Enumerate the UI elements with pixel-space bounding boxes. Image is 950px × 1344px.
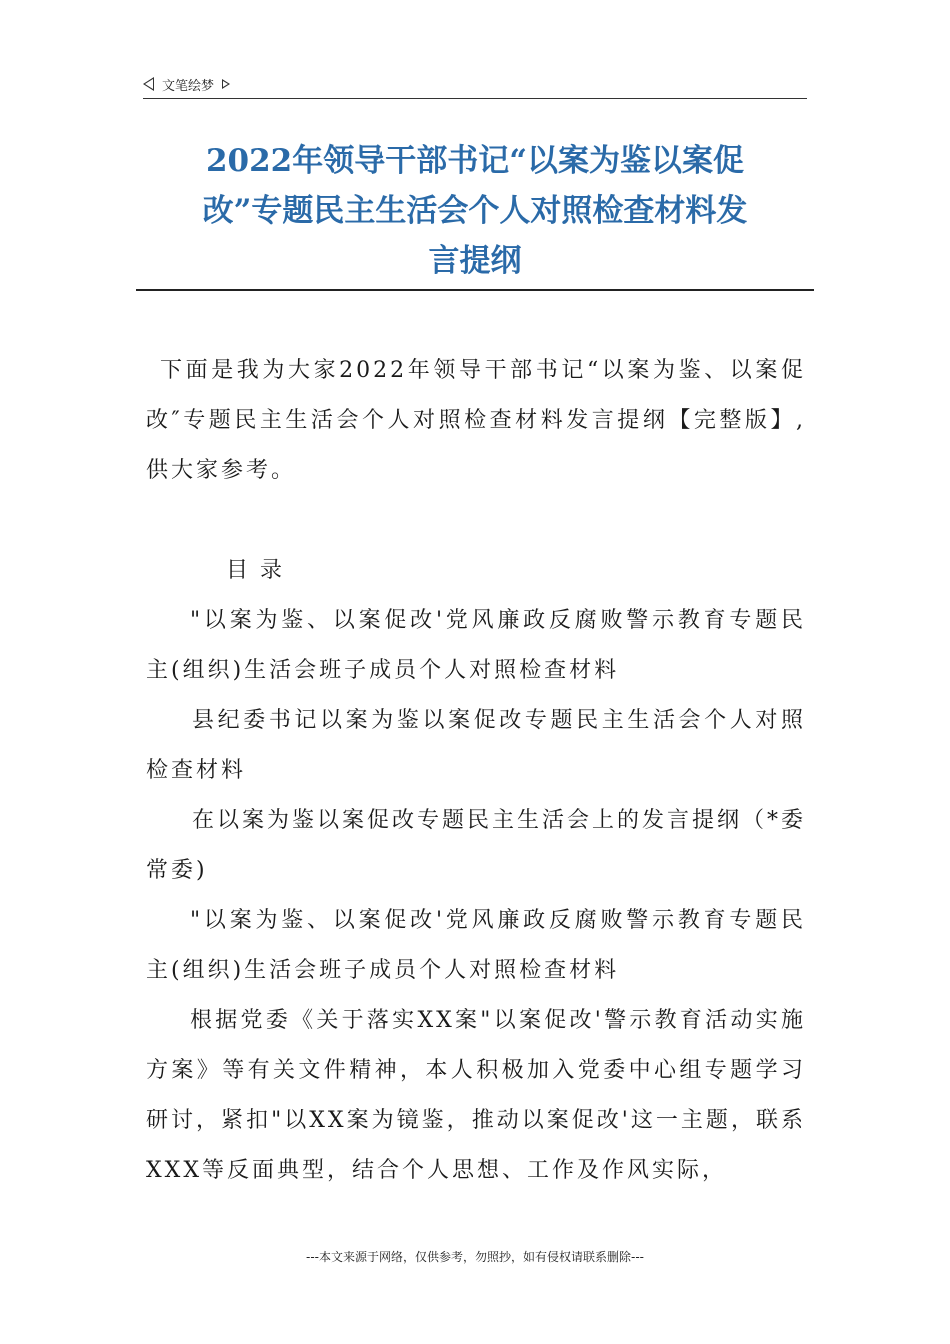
toc-heading: 目录: [226, 558, 295, 583]
title-line-1: 2022年领导干部书记“以案为鉴以案促: [205, 143, 745, 179]
toc-item-1: "以案为鉴、以案促改'党风廉政反腐败警示教育专题民主(组织)生活会班子成员个人对照检查材料: [146, 608, 806, 683]
title-line-2: 改”专题民主生活会个人对照检查材料发: [202, 193, 748, 229]
body-paragraph: 根据党委《关于落实XX案"以案促改'警示教育活动实施方案》等有关文件精神，本人积极加入党委中心组专题学习研讨，紧扣"以XX案为镜鉴，推动以案促改'这一主题，联系XXX等反面典型，结合个人思想、工作及作风实际，: [146, 1008, 806, 1183]
header-brand-row: [143, 72, 807, 96]
document-body: [146, 346, 806, 1196]
page-header: [143, 72, 807, 100]
section-heading: "以案为鉴、以案促改'党风廉政反腐败警示教育专题民主(组织)生活会班子成员个人对照检查材料: [146, 908, 806, 983]
triangle-right-icon: [222, 79, 230, 89]
header-divider: [143, 98, 807, 99]
title-line-3: 言提纲: [428, 243, 522, 279]
header-brand: 文笔绘梦: [162, 78, 215, 94]
toc-item-3: 在以案为鉴以案促改专题民主生活会上的发言提纲（*委常委): [146, 808, 807, 883]
document-title: [140, 136, 810, 286]
toc-item-2: 县纪委书记以案为鉴以案促改专题民主生活会个人对照检查材料: [146, 708, 806, 783]
intro-paragraph: 下面是我为大家2022年领导干部书记“以案为鉴、以案促改″专题民主生活会个人对照检查材料发言提纲【完整版】,供大家参考。: [146, 358, 806, 483]
page-footer: ---本文来源于网络，仅供参考，勿照抄，如有侵权请联系删除---: [306, 1250, 644, 1264]
title-divider: [136, 289, 814, 291]
triangle-left-icon: [143, 77, 154, 91]
